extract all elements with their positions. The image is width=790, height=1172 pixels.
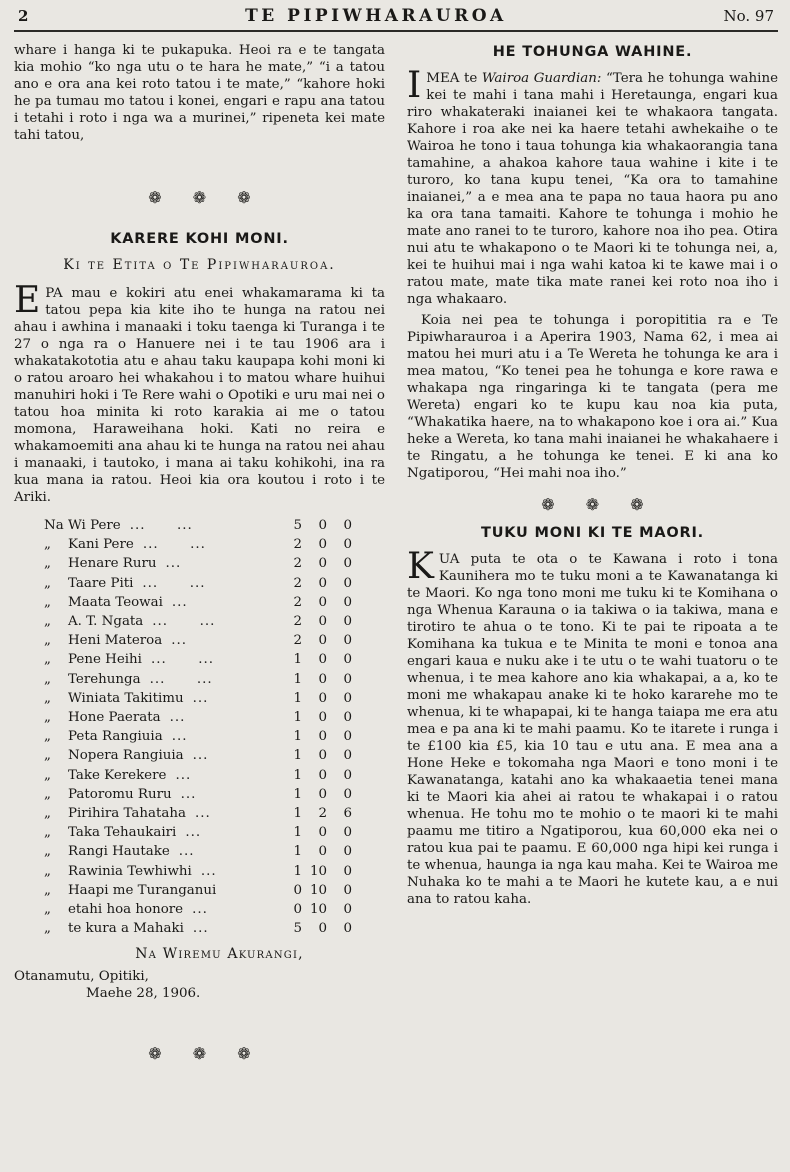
donation-row — [44, 554, 352, 573]
donation-row — [44, 650, 352, 669]
amount-shillings: 0 — [318, 537, 327, 553]
donor-name: Maata Teowai — [68, 594, 163, 610]
donation-row — [44, 593, 352, 612]
amount-shillings: 0 — [318, 921, 327, 937]
amount-shillings: 10 — [309, 882, 327, 898]
amount-pounds: 2 — [293, 614, 302, 630]
donor-prefix: „ — [44, 902, 51, 918]
rosette-ornament-icon: ❁ — [192, 1044, 207, 1064]
donation-row — [44, 708, 352, 727]
amount-pence: 0 — [343, 633, 352, 649]
amount-pounds: 2 — [293, 537, 302, 553]
signature-line: Na Wiremu Akurangi, — [135, 946, 304, 963]
donor-prefix: „ — [44, 652, 51, 668]
donor-name: Taka Tehaukairi — [68, 825, 177, 841]
amount-pence: 0 — [343, 825, 352, 841]
leader-dots: ... — [192, 902, 208, 918]
paragraph-text: “Tera he tohunga wahine kei te mahi i tana mahi i Heretaunga, engari kua riro whakateraki inaianei kei te whakaora tangata. Kahore i roa ake nei ka haere tetahi awhekaihe o te Wairoa he tono i taua tohunga kia whakaorangia tana tamahine, a ahakoa kahore taua wahine i kite i te turoro, ko tana kupu tenei, “Ka ora to tamahine inaianei,” a e mea ana te papa no taua haora pu ano ka ora tana tamaiti. Kahore te tohunga i mohio he mate ano ranei to te turoro, kahore noa iho pea. Otira nui atu te whakapono o te Maori ki te tohunga nei, a, kei te huihui mai i nga wahi katoa ki te kawe mai i o ratou mate, mate tika mate ranei kei roto noa iho i nga whakaaro. — [407, 71, 778, 307]
donor-prefix: „ — [44, 921, 51, 937]
amount-shillings: 0 — [318, 518, 327, 533]
amount-pence: 0 — [343, 671, 352, 687]
donor-prefix: „ — [44, 786, 51, 802]
donation-row — [44, 823, 352, 842]
paragraph-text: PA mau e kokiri atu enei whakamarama ki ta tatou pepa kia kite iho te hunga na ratou nei ahau i awhina i manaaki i toku taenga ki Turanga i te 27 o nga ra o Hanuere nei i te tau 1906 ara i whakatakototia atu e ahau taku kaupapa kohi moni ki o ratou aroaro hei whakahou i to matou whare huihui manuhiri hoki i Te Rere wahi o Opotiki e uru mai nei o tatou hoa minita ki roto karakia ai me o tatou momona, Haraweihana hoki. Kati no reira e whakamoemiti ana ahau ki te hunga na ratou nei ahau i manaaki, i tautoko, i mana ai taku kohikohi, ina ra kua mana ia ratou. Heoi kia ora koutou i roto i te Ariki. — [14, 286, 385, 505]
ornament-row — [407, 495, 778, 514]
amount-pounds: 1 — [293, 863, 302, 879]
paragraph-text: MEA te — [426, 71, 482, 86]
continuation-paragraph: whare i hanga ki te pukapuka. Heoi ra e te tangata kia mohio “ko nga utu o te hara he mate,” “i a tatou ano e ora ana kei roto tatou i te mate,” “kahore hoki he pa tumau mo tatou i konei, engari e rapu ana tatou i tetahi i roto i nga wa a murinei,” ripeneta kei mate tahi tatou, — [14, 43, 385, 143]
amount-pence: 0 — [343, 921, 352, 937]
donor-prefix: „ — [44, 556, 51, 572]
donor-prefix: „ — [44, 748, 51, 764]
rosette-ornament-icon: ❁ — [585, 495, 600, 514]
amount-pounds: 1 — [293, 786, 302, 802]
amount-shillings: 2 — [318, 806, 327, 822]
amount-pounds: 1 — [293, 729, 302, 745]
donor-prefix: „ — [44, 825, 51, 841]
donor-name: Rawinia Tewhiwhi — [68, 863, 192, 879]
page-number: 2 — [18, 7, 29, 25]
amount-pounds: 1 — [293, 671, 302, 687]
right-column — [407, 42, 778, 1063]
donor-prefix: Na — [44, 518, 64, 533]
donor-prefix: „ — [44, 863, 51, 879]
donor-name: te kura a Mahaki — [68, 921, 184, 937]
article-body — [407, 65, 778, 308]
amount-shillings: 0 — [318, 786, 327, 802]
amount-pounds: 2 — [293, 633, 302, 649]
leader-dots: ... — [171, 729, 188, 745]
amount-pounds: 2 — [293, 556, 302, 572]
amount-pounds: 2 — [293, 575, 302, 591]
donor-name: Winiata Takitimu — [68, 690, 184, 706]
donation-row — [44, 516, 352, 535]
leader-dots: ... — [171, 633, 187, 649]
amount-pence: 0 — [343, 594, 352, 610]
amount-pence: 0 — [343, 729, 352, 745]
amount-pounds: 1 — [293, 710, 302, 726]
amount-pence: 0 — [343, 556, 352, 572]
leader-dots — [216, 881, 277, 900]
address-line: Otanamutu, Opitiki, — [14, 969, 149, 985]
donation-row — [44, 631, 352, 650]
amount-pence: 0 — [343, 614, 352, 630]
donor-name: Kani Pere — [68, 537, 134, 553]
donor-prefix: „ — [44, 614, 51, 630]
donor-prefix: „ — [44, 710, 51, 726]
article-body — [14, 280, 385, 506]
donation-row — [44, 670, 352, 689]
amount-pence: 0 — [343, 863, 352, 879]
amount-shillings: 10 — [309, 863, 327, 879]
donation-row — [44, 746, 352, 765]
article-title: KARERE KOHI MONI. — [110, 231, 289, 247]
leader-dots: ... ... — [152, 614, 216, 630]
article-paragraph: Koia nei pea te tohunga i poropititia ra e Te Pipiwharauroa i a Aperira 1903, Nama 62, i mea ai matou hei muri atu i a Te Wereta he tohunga ke ara i mea matou, “Ko tenei pea he tohunga e kore rawa e whakapa nga ringaringa ki te tangata (pera me Wereta) engari ko te kupu kau noa kia puta, “Whakatika haere, na to whakapono koe i ora ai.” Kua heke a Wereta, ko tana mahi inaianei he whakahaere i te Ringatu, a he tohunga ke tenei. E ki ana ko Ngatiporou, “Hei mahi noa iho.” — [407, 313, 778, 481]
amount-shillings: 0 — [318, 729, 327, 745]
donor-name: Take Kerekere — [68, 767, 167, 783]
amount-shillings: 0 — [318, 690, 327, 706]
donation-row — [44, 900, 352, 919]
paragraph-text: UA puta te ota o te Kawana i roto i tona Kaunihera mo te tuku moni a te Kawanatanga ki te Maori. Ko nga tono moni me tuku ki te Komihana o nga Whenua Karauna o ia takiwa o ia takiwa, mana e tirotiro te ahua o te tono. Ki te pai te ripoata a te Komihana ka tukua e te Minita te moni e tonoa ana engari kaua e nuku ake i te utu o te wahi tuatoru o te whenua, i te mea kahore ano kia whakapai, a a, ko te moni me whakapau anake ki te hoko kararehe mo te whenua, ki te whapapai, ki te hanga taiapa me era atu mea e pa ana ki te mahi paamu. Ko te itarete i runga i te £100 kia £5, kia 10 tau e utu ana. E mea ana a Hone Heke e tokomaha nga Maori e tono moni i te Kawanatanga, katahi ano ka whakaaetia tenei mana ki te Maori kia ahei ai ratou te whakapai i o ratou whenua. He tohu mo te mohio o te maori ki te mahi paamu me titiro a Ngatiporou, kua 60,000 eka nei o ratou kua pai te paamu. E 60,000 nga hipi kei runga i te whenua, haunga ia nga kau maha. Kei te Wairoa me Nuhaka ko te mahi a te Maori he kutete kau, a e nui ana to ratou kaha. — [407, 552, 778, 907]
amount-pounds: 2 — [293, 594, 302, 610]
amount-pence: 6 — [343, 806, 352, 822]
donor-name: Patoromu Ruru — [68, 786, 172, 802]
amount-pounds: 1 — [293, 825, 302, 841]
amount-pence: 0 — [343, 652, 352, 668]
amount-pounds: 1 — [293, 806, 302, 822]
rosette-ornament-icon: ❁ — [148, 188, 162, 207]
columns-container — [14, 42, 778, 1063]
amount-shillings: 0 — [318, 633, 327, 649]
leader-dots: ... — [169, 710, 186, 726]
amount-pence: 0 — [343, 690, 352, 706]
amount-shillings: 0 — [318, 748, 327, 764]
masthead-title: TE PIPIWHARAUROA — [245, 6, 507, 26]
donor-prefix: „ — [44, 594, 51, 610]
article-body — [407, 546, 778, 908]
donor-name: Rangi Hautake — [68, 844, 170, 860]
amount-pounds: 1 — [293, 748, 302, 764]
page-header — [14, 4, 778, 29]
amount-shillings: 0 — [318, 844, 327, 860]
article-he-tohunga-wahine — [407, 44, 778, 482]
leader-dots: ... ... — [149, 671, 213, 687]
donor-name: Taare Piti — [68, 575, 134, 591]
rosette-ornament-icon: ❁ — [192, 188, 207, 207]
drop-cap: I — [407, 65, 422, 106]
amount-pounds: 1 — [293, 844, 302, 860]
leader-dots: ... — [165, 556, 182, 572]
rosette-ornament-icon: ❁ — [541, 495, 555, 514]
donor-prefix: „ — [44, 729, 51, 745]
leader-dots: ... — [180, 786, 197, 802]
donation-row — [44, 689, 352, 708]
donor-prefix: „ — [44, 882, 51, 898]
ornament-row — [14, 188, 385, 207]
amount-shillings: 0 — [318, 825, 327, 841]
donation-table — [44, 516, 352, 938]
leader-dots: ... — [171, 594, 188, 610]
donor-name: Terehunga — [68, 671, 141, 687]
donor-name: Hone Paerata — [68, 710, 161, 726]
donation-row — [44, 785, 352, 804]
amount-shillings: 0 — [318, 652, 327, 668]
amount-pence: 0 — [343, 882, 352, 898]
amount-shillings: 0 — [318, 575, 327, 591]
amount-pence: 0 — [343, 518, 352, 533]
donor-name: Henare Ruru — [68, 556, 157, 572]
amount-pence: 0 — [343, 710, 352, 726]
amount-pence: 0 — [343, 537, 352, 553]
amount-shillings: 0 — [318, 556, 327, 572]
article-title: HE TOHUNGA WAHINE. — [492, 44, 693, 60]
donation-row — [44, 766, 352, 785]
amount-shillings: 0 — [318, 671, 327, 687]
amount-pence: 0 — [343, 748, 352, 764]
donor-name: Nopera Rangiuia — [68, 748, 184, 764]
amount-shillings: 0 — [318, 767, 327, 783]
header-rule — [14, 30, 778, 32]
donor-prefix: „ — [44, 537, 51, 553]
amount-pence: 0 — [343, 786, 352, 802]
leader-dots: ... — [185, 825, 202, 841]
article-karere-kohi-moni — [14, 231, 385, 506]
donor-name: A. T. Ngata — [68, 614, 144, 630]
rosette-ornament-icon: ❁ — [237, 1044, 251, 1064]
article-title: TUKU MONI KI TE MAORI. — [481, 525, 704, 541]
amount-pounds: 0 — [293, 882, 302, 898]
donor-prefix: „ — [44, 671, 51, 687]
donor-name: Pirihira Tahataha — [68, 806, 186, 822]
drop-cap: K — [407, 546, 434, 587]
donor-prefix: „ — [44, 767, 51, 783]
donor-prefix: „ — [44, 806, 51, 822]
donation-row — [44, 574, 352, 593]
donation-row — [44, 919, 352, 938]
donor-name: Peta Rangiuia — [68, 729, 163, 745]
amount-pence: 0 — [343, 575, 352, 591]
donor-name: Heni Materoa — [68, 633, 163, 649]
amount-shillings: 0 — [318, 614, 327, 630]
article-subtitle: Ki te Etita o Te Pipiwharauroa. — [63, 257, 336, 273]
donor-name: Wi Pere — [68, 518, 121, 533]
issue-number: No. 97 — [723, 7, 774, 25]
amount-pounds: 0 — [293, 902, 302, 918]
donation-row — [44, 727, 352, 746]
amount-shillings: 0 — [318, 594, 327, 610]
donor-prefix: „ — [44, 844, 51, 860]
leader-dots: ... — [200, 863, 217, 879]
leader-dots: ... — [192, 748, 209, 764]
amount-pounds: 1 — [293, 690, 302, 706]
article-tuku-moni-ki-te-maori — [407, 525, 778, 908]
rosette-ornament-icon: ❁ — [148, 1044, 162, 1064]
donor-prefix: „ — [44, 575, 51, 591]
donation-row — [44, 535, 352, 554]
amount-pounds: 1 — [293, 767, 302, 783]
donation-row — [44, 612, 352, 631]
leader-dots: ... ... — [129, 518, 193, 533]
leader-dots: ... — [194, 806, 211, 822]
amount-pence: 0 — [343, 844, 352, 860]
leader-dots: ... — [192, 690, 209, 706]
rosette-ornament-icon: ❁ — [237, 188, 251, 207]
ornament-row — [14, 1044, 385, 1063]
donor-prefix: „ — [44, 690, 51, 706]
amount-pounds: 1 — [293, 652, 302, 668]
amount-pounds: 5 — [293, 921, 302, 937]
amount-pounds: 5 — [293, 518, 302, 533]
leader-dots: ... — [178, 844, 195, 860]
leader-dots: ... — [175, 767, 192, 783]
amount-pence: 0 — [343, 902, 352, 918]
amount-shillings: 10 — [309, 902, 327, 918]
drop-cap: E — [14, 280, 41, 321]
rosette-ornament-icon: ❁ — [630, 495, 644, 514]
left-column — [14, 42, 385, 1063]
donation-row — [44, 881, 352, 900]
donation-row — [44, 862, 352, 881]
leader-dots: ... ... — [150, 652, 215, 668]
donation-row — [44, 842, 352, 861]
amount-pence: 0 — [343, 767, 352, 783]
donor-name: Pene Heihi — [68, 652, 142, 668]
donor-name: etahi hoa honore — [68, 902, 184, 918]
leader-dots: ... ... — [142, 575, 206, 591]
leader-dots: ... — [192, 921, 209, 937]
date-line: Maehe 28, 1906. — [86, 986, 201, 1002]
leader-dots: ... ... — [142, 537, 206, 553]
amount-shillings: 0 — [318, 710, 327, 726]
donor-prefix: „ — [44, 633, 51, 649]
source-name-italic: Wairoa Guardian: — [481, 71, 606, 86]
donor-name: Haapi me Turanganui — [68, 882, 217, 898]
donation-row — [44, 804, 352, 823]
